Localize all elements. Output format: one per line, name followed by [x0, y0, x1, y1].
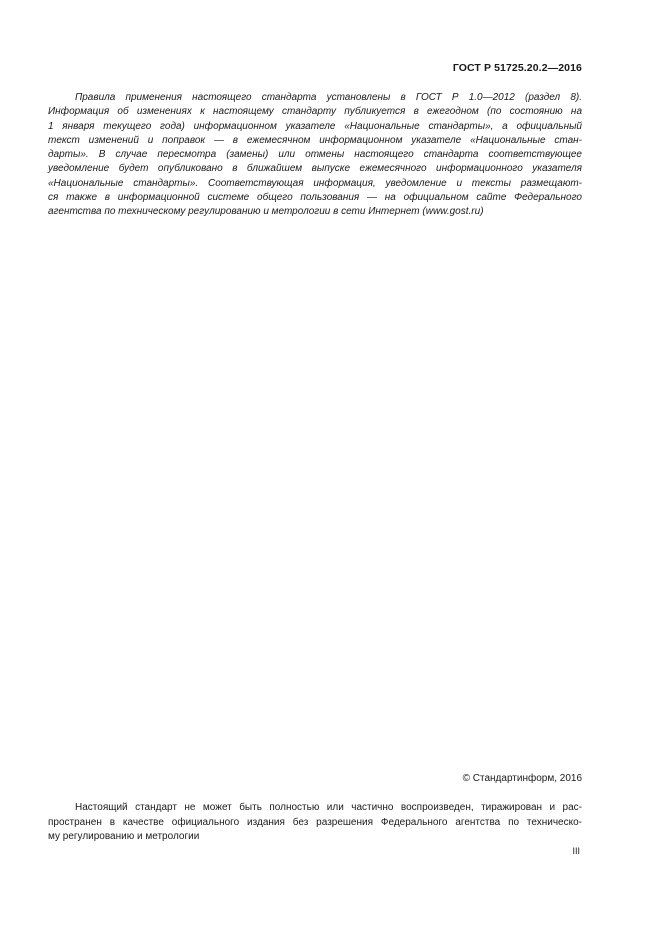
- notice-line: текст изменений и поправок — в ежемесячном информационном указателе «Национальные стан-: [48, 134, 582, 146]
- notice-line: Информация об изменениях к настоящему стандарту публикуется в ежегодном (по состоянию на: [48, 106, 582, 118]
- reproduction-line: му регулированию и метрологии: [48, 831, 200, 842]
- copyright-notice: © Стандартинформ, 2016: [462, 773, 582, 784]
- notice-line: агентства по техническому регулированию и метрологии в сети Интернет (www.gost.ru): [48, 206, 484, 218]
- reproduction-line: пространен в качестве официального издания без разрешения Федерального агентства по техническо-: [48, 816, 582, 828]
- notice-line: уведомление будет опубликовано в ближайшем выпуске ежемесячного информационного указателя: [48, 163, 582, 175]
- notice-line: Правила применения настоящего стандарта установлены в ГОСТ Р 1.0—2012 (раздел 8).: [75, 92, 582, 103]
- notice-line: «Национальные стандарты». Соответствующая информация, уведомление и тексты размещают-: [48, 177, 582, 189]
- standard-number-header: ГОСТ Р 51725.20.2—2016: [452, 62, 582, 74]
- reproduction-restriction-paragraph: [48, 801, 582, 845]
- page-number: III: [572, 846, 580, 856]
- reproduction-line: Настоящий стандарт не может быть полностью или частично воспроизведен, тиражирован и рас-: [75, 802, 582, 813]
- usage-notice-paragraph: [48, 91, 582, 220]
- notice-line: 1 января текущего года) информационном указателе «Национальные стандарты», а официальный: [48, 120, 582, 132]
- notice-line: ся также в информационной системе общего пользования — на официальном сайте Федерального: [48, 192, 582, 204]
- notice-line: дарты». В случае пересмотра (замены) или отмены настоящего стандарта соответствующее: [48, 149, 582, 161]
